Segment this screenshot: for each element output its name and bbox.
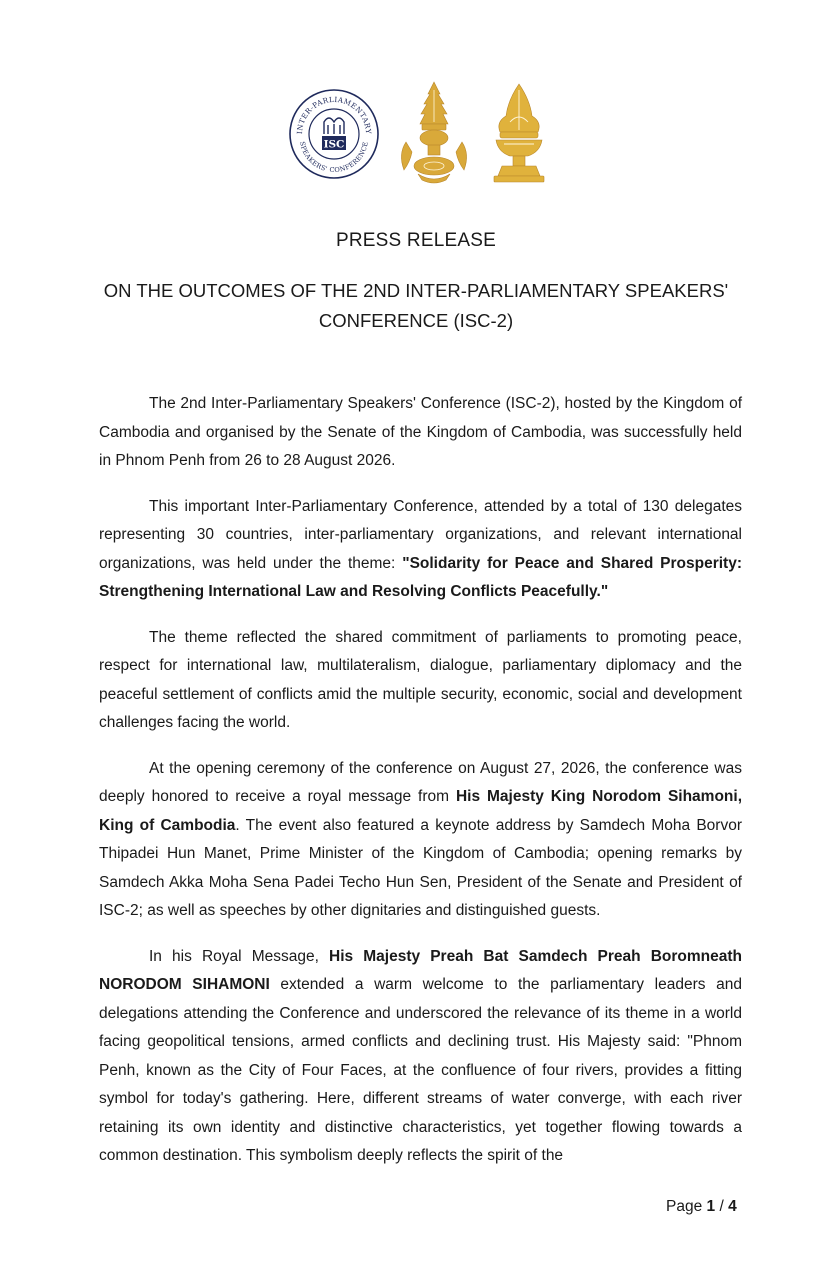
press-release-body	[99, 390, 742, 1188]
isc-mark: ISC	[323, 138, 345, 151]
paragraph-4-text-c: . The event also featured a keynote address by Samdech Moha Borvor Thipadei Hun Manet, Prime Minister of the Kingdom of Cambodia; opening remarks by Samdech Akka Moha Sena Padei Techo Hun Sen, President of the Senate and President of ISC-2; as well as speeches by other dignitaries and distinguished guests.	[99, 816, 742, 919]
paragraph-4-text-a: At the opening ceremony of the conference on August 27, 2026, the conference was deeply honored to receive a royal message from	[99, 759, 742, 805]
paragraph-1	[99, 390, 742, 476]
paragraph-5-text-c: extended a warm welcome to the parliamentary leaders and delegations attending the Conference and underscored the relevance of its theme in a world facing geopolitical tensions, armed conflicts and declining trust. His Majesty said: "Phnom Penh, known as the City of Four Faces, at the confluence of four rivers, provides a fitting symbol for today's gathering. Here, different streams of water converge, with each river retaining its own identity and distinctive characteristics, yet together flowing towards a common destination. This symbolism deeply reflects the spirit of the	[99, 976, 742, 1164]
conference-theme: "Solidarity for Peace and Shared Prosperity: Strengthening International Law and Resolving Conflicts Peacefully."	[99, 554, 742, 600]
press-release-title	[0, 226, 832, 336]
paragraph-1-text: The 2nd Inter-Parliamentary Speakers' Conference (ISC-2), hosted by the Kingdom of Cambodia and organised by the Senate of the Kingdom of Cambodia, was successfully held in Phnom Penh from 26 to 28 August 2026.	[99, 395, 742, 469]
crown-emblem-icon	[480, 82, 558, 186]
paragraph-4	[99, 755, 742, 926]
page-current: 1	[706, 1198, 716, 1215]
isc-ring-text-top: INTER-PARLIAMENTARY	[294, 94, 374, 135]
paragraph-2	[99, 493, 742, 607]
page-label: Page	[666, 1198, 707, 1215]
title-line-3: CONFERENCE (ISC-2)	[318, 310, 514, 331]
page-separator: /	[715, 1198, 729, 1215]
title-press-release: PRESS RELEASE	[336, 230, 496, 251]
senate-emblem-icon	[394, 80, 474, 184]
isc-logo	[288, 88, 380, 180]
king-name: His Majesty King Norodom Sihamoni, King of Cambodia	[99, 788, 743, 834]
title-line-2: ON THE OUTCOMES OF THE 2ND INTER-PARLIAMENTARY SPEAKERS'	[103, 280, 729, 301]
isc-ring-text-bottom: SPEAKERS' CONFERENCE	[298, 140, 370, 175]
title-subject	[0, 276, 832, 336]
paragraph-3-text: The theme reflected the shared commitment of parliaments to promoting peace, respect for international law, multilateralism, dialogue, parliamentary diplomacy and the peaceful settlement of conflicts amid the multiple security, economic, social and development challenges facing the world.	[99, 628, 742, 731]
paragraph-5-text-a: In his Royal Message,	[149, 947, 330, 965]
header-logos	[0, 80, 832, 190]
paragraph-3	[99, 624, 742, 738]
page-total: 4	[728, 1198, 737, 1215]
paragraph-5	[99, 943, 742, 1171]
paragraph-2-text: This important Inter-Parliamentary Conference, attended by a total of 130 delegates representing 30 countries, inter-parliamentary organizations, and relevant international organizations, was held under the theme:	[99, 497, 742, 572]
building-icon	[324, 118, 344, 134]
page-number	[666, 1198, 737, 1216]
king-full-title: His Majesty Preah Bat Samdech Preah Boromneath NORODOM SIHAMONI	[99, 947, 742, 993]
